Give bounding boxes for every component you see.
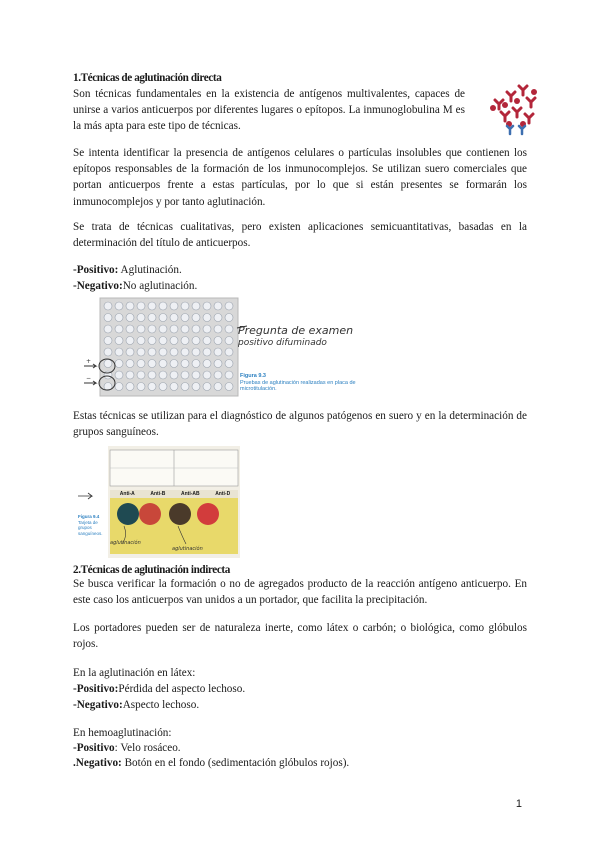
- plate-well: [214, 337, 222, 345]
- hemo-intro: En hemoaglutinación:: [73, 727, 172, 739]
- latex-positive-line: [73, 681, 527, 697]
- section-1-paragraph-1: Son técnicas fundamentales en la existencia de antígenos multivalentes, capaces de unirse a varios anticuerpos por diferentes lugares o epítopos. La inmunoglobulina M es la más apta para este tipo de técnicas.: [73, 88, 465, 133]
- plate-well: [159, 348, 167, 356]
- plate-well: [170, 337, 178, 345]
- plate-well: [192, 360, 200, 368]
- label-anti-a: Anti-A: [119, 491, 135, 497]
- svg-text:+: +: [86, 358, 92, 365]
- plate-well: [104, 348, 112, 356]
- plate-well: [115, 371, 123, 379]
- handwritten-exam-note: Pregunta de examen: [238, 324, 354, 337]
- section-1-paragraph-2: Se intenta identificar la presencia de antígenos celulares o partículas insolubles que contienen los epítopos responsables de la formación de los inmunocomplejos. Se utilizan suero comerciales que portan anticuerpos frente a estas partículas, por lo que si están presentes se formarán los inmunocomplejos y por tanto aglutinación.: [73, 147, 527, 208]
- plate-well: [159, 360, 167, 368]
- plate-well: [137, 383, 145, 391]
- plate-well: [192, 348, 200, 356]
- plate-well: [104, 314, 112, 322]
- svg-text:−: −: [86, 375, 92, 382]
- plate-well: [126, 383, 134, 391]
- plate-well: [104, 337, 112, 345]
- hemo-negative-label: .Negativo:: [73, 757, 122, 769]
- plate-well: [181, 348, 189, 356]
- plate-well: [170, 360, 178, 368]
- handwritten-agglutination-2: aglutinación: [172, 546, 203, 552]
- plate-well: [170, 325, 178, 333]
- plate-well: [148, 371, 156, 379]
- plate-well: [203, 383, 211, 391]
- plate-well: [148, 325, 156, 333]
- plate-well: [137, 360, 145, 368]
- page-number: 1: [515, 798, 522, 810]
- plate-well: [126, 371, 134, 379]
- plate-well: [170, 302, 178, 310]
- section-1-paragraph-4: Estas técnicas se utilizan para el diagnóstico de algunos patógenos en suero y en la determinación de grupos sanguíneos.: [73, 410, 527, 439]
- plate-well: [137, 302, 145, 310]
- plate-well: [115, 348, 123, 356]
- plate-well: [203, 360, 211, 368]
- plate-well: [126, 360, 134, 368]
- plate-well: [148, 314, 156, 322]
- plate-well: [137, 337, 145, 345]
- label-anti-ab: Anti-AB: [180, 491, 200, 497]
- negative-text: No aglutinación.: [122, 280, 198, 292]
- plate-well: [181, 314, 189, 322]
- plate-well: [192, 337, 200, 345]
- plate-well: [192, 371, 200, 379]
- plate-well: [170, 371, 178, 379]
- label-anti-d: Anti-D: [215, 491, 231, 497]
- plate-well: [159, 371, 167, 379]
- positive-text: Aglutinación.: [118, 264, 182, 276]
- plate-well: [170, 314, 178, 322]
- plate-well: [192, 314, 200, 322]
- plate-well: [137, 348, 145, 356]
- plate-well: [115, 383, 123, 391]
- figure-9-4-text: Tarjeta de grupos sanguíneos.: [78, 519, 103, 536]
- plate-well: [115, 337, 123, 345]
- positive-line: [73, 262, 527, 278]
- plate-well: [170, 383, 178, 391]
- plate-well: [126, 302, 134, 310]
- plate-well: [214, 302, 222, 310]
- hemo-positive-line: [73, 740, 527, 756]
- plate-well: [159, 314, 167, 322]
- latex-negative-text: Aspecto lechoso.: [122, 699, 200, 711]
- plate-well: [192, 302, 200, 310]
- plate-well: [148, 337, 156, 345]
- section-2-paragraph-1: Se busca verificar la formación o no de agregados producto de la reacción antígeno anticuerpo. En este caso los anticuerpos van unidos a un portador, que facilita la precipitación.: [73, 578, 527, 607]
- plate-well: [104, 325, 112, 333]
- plate-well: [214, 314, 222, 322]
- plate-well: [225, 325, 233, 333]
- plate-well: [214, 325, 222, 333]
- handwritten-agglutination-1: aglutinación: [110, 540, 141, 546]
- blood-card-labels: [112, 490, 238, 498]
- negative-line: [73, 278, 527, 294]
- plate-well: [192, 325, 200, 333]
- plate-well: [148, 383, 156, 391]
- plate-well: [126, 348, 134, 356]
- figure-9-3-title: Figura 9.3: [240, 373, 266, 379]
- antibody-illustration: [487, 80, 543, 136]
- plate-well: [148, 302, 156, 310]
- figure-9-3-caption: [240, 373, 358, 393]
- hemo-positive-label: -Positivo: [73, 742, 115, 754]
- plate-well: [192, 383, 200, 391]
- figure-9-3-text: Pruebas de aglutinación realizadas en placa de microtitulación.: [240, 379, 356, 392]
- negative-label: -Negativo:: [73, 280, 123, 292]
- handwritten-note-1: [238, 324, 353, 350]
- plate-well: [214, 360, 222, 368]
- section-2-heading: 2.Técnicas de aglutinación indirecta: [73, 564, 230, 576]
- positive-label: -Positivo:: [73, 264, 119, 276]
- plate-well: [115, 314, 123, 322]
- latex-negative-label: -Negativo:: [73, 699, 123, 711]
- plate-well: [148, 348, 156, 356]
- plate-well: [225, 314, 233, 322]
- plate-well: [225, 383, 233, 391]
- hemo-negative-text: Botón en el fondo (sedimentación glóbulos rojos).: [121, 757, 350, 769]
- plate-well: [159, 383, 167, 391]
- plate-well: [148, 360, 156, 368]
- section-2-paragraph-2: Los portadores pueden ser de naturaleza inerte, como látex o carbón; o biológica, como glóbulos rojos.: [73, 622, 527, 651]
- plate-well: [170, 348, 178, 356]
- plate-well: [214, 371, 222, 379]
- hemo-positive-text: : Velo rosáceo.: [114, 742, 181, 754]
- plate-well: [115, 302, 123, 310]
- plate-well: [214, 383, 222, 391]
- plate-well: [104, 360, 112, 368]
- blood-group-card-figure: [78, 446, 242, 558]
- plate-well: [225, 302, 233, 310]
- plate-well: [137, 314, 145, 322]
- section-1-paragraph-3: Se trata de técnicas cualitativas, pero existen aplicaciones semicuantitativas, basadas en la determinación del título de anticuerpos.: [73, 221, 527, 250]
- plate-well: [181, 325, 189, 333]
- plate-well: [126, 337, 134, 345]
- plate-well: [203, 337, 211, 345]
- plate-well: [159, 302, 167, 310]
- plate-well: [225, 360, 233, 368]
- plate-well: [159, 325, 167, 333]
- plate-well: [126, 314, 134, 322]
- latex-positive-text: Pérdida del aspecto lechoso.: [118, 683, 246, 695]
- plate-well: [203, 314, 211, 322]
- handwritten-positive-note: positivo difuminado: [238, 338, 327, 348]
- section-1-heading: 1.Técnicas de aglutinación directa: [73, 72, 222, 84]
- plate-well: [203, 371, 211, 379]
- plate-well: [181, 371, 189, 379]
- hemo-negative-line: [73, 755, 527, 771]
- label-anti-b: Anti-B: [150, 491, 166, 497]
- plate-well: [137, 325, 145, 333]
- plate-well: [225, 337, 233, 345]
- plate-well: [214, 348, 222, 356]
- plate-well: [181, 360, 189, 368]
- plate-well: [203, 348, 211, 356]
- plate-well: [203, 325, 211, 333]
- figure-9-4-title: Figura 9.4: [78, 514, 100, 519]
- figure-9-4-caption: [78, 514, 110, 536]
- plate-well: [225, 348, 233, 356]
- plate-well: [126, 325, 134, 333]
- latex-negative-line: [73, 697, 527, 713]
- plate-well: [159, 337, 167, 345]
- plate-well: [181, 383, 189, 391]
- plate-well: [137, 371, 145, 379]
- plate-well: [115, 360, 123, 368]
- plate-well: [225, 371, 233, 379]
- plate-well: [104, 302, 112, 310]
- plate-well: [115, 325, 123, 333]
- plate-well: [181, 302, 189, 310]
- plate-well: [181, 337, 189, 345]
- plate-well: [203, 302, 211, 310]
- latex-positive-label: -Positivo:: [73, 683, 119, 695]
- latex-intro: En la aglutinación en látex:: [73, 667, 196, 679]
